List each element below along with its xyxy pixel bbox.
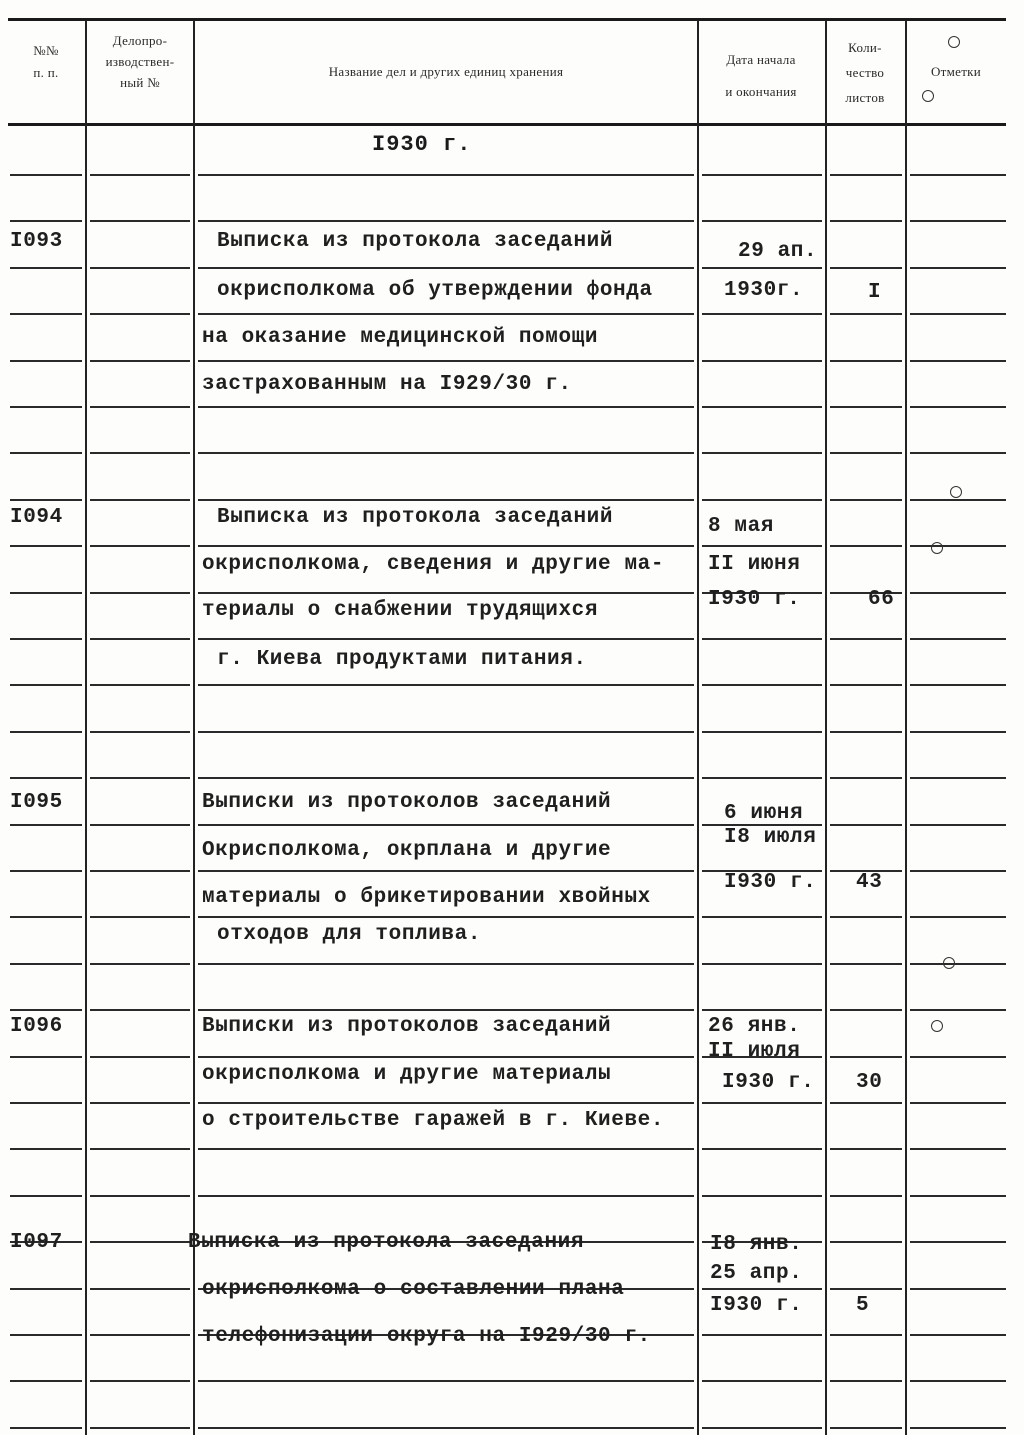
row-rule <box>830 824 902 826</box>
row-rule <box>702 360 822 362</box>
row-rule <box>90 499 190 501</box>
row-rule <box>10 777 82 779</box>
row-rule <box>198 174 694 176</box>
row-rule <box>702 1195 822 1197</box>
header-office-line: ный № <box>120 75 160 90</box>
entry-date-line: 26 янв. <box>708 1015 801 1038</box>
row-rule <box>830 174 902 176</box>
row-rule <box>910 1102 1006 1104</box>
header-number <box>10 40 82 84</box>
row-rule <box>198 1102 694 1104</box>
row-rule <box>198 1056 694 1058</box>
row-rule <box>10 592 82 594</box>
punch-hole-mark-icon <box>931 542 943 554</box>
entry-title-line: на оказание медицинской помощи <box>202 326 599 349</box>
entry-title-line: Выписка из протокола заседаний <box>217 230 614 253</box>
column-divider <box>85 20 87 1435</box>
row-rule <box>90 870 190 872</box>
row-rule <box>10 220 82 222</box>
entry-date-line: 25 апр. <box>710 1262 803 1285</box>
row-rule <box>90 1056 190 1058</box>
header-notes: Отметки <box>930 64 982 79</box>
row-rule <box>10 963 82 965</box>
entry-number: I095 <box>10 791 63 814</box>
entry-date-line: I930 г. <box>708 588 801 611</box>
row-rule <box>830 220 902 222</box>
row-rule <box>90 731 190 733</box>
row-rule <box>910 731 1006 733</box>
row-rule <box>10 1288 82 1290</box>
row-rule <box>702 731 822 733</box>
row-rule <box>702 1102 822 1104</box>
row-rule <box>910 1380 1006 1382</box>
row-rule <box>10 916 82 918</box>
row-rule <box>10 1195 82 1197</box>
row-rule <box>830 1380 902 1382</box>
entry-title-line: Выписки из протоколов заседаний <box>202 1015 612 1038</box>
header-sheets-line: Коли- <box>848 40 882 55</box>
row-rule <box>910 545 1006 547</box>
row-rule <box>10 824 82 826</box>
entry-title-line: окрисполкома, сведения и другие ма- <box>202 553 665 576</box>
entry-date-line: II июня <box>708 553 801 576</box>
row-rule <box>702 1334 822 1336</box>
entry-date-line: 6 июня <box>724 802 804 825</box>
row-rule <box>910 1148 1006 1150</box>
row-rule <box>198 267 694 269</box>
row-rule <box>10 174 82 176</box>
row-rule <box>198 1148 694 1150</box>
row-rule <box>90 963 190 965</box>
row-rule <box>910 777 1006 779</box>
row-rule <box>90 1009 190 1011</box>
row-rule <box>702 1427 822 1429</box>
row-rule <box>830 313 902 315</box>
row-rule <box>198 1195 694 1197</box>
row-rule <box>198 916 694 918</box>
row-rule <box>198 824 694 826</box>
entry-number: I096 <box>10 1015 63 1038</box>
row-rule <box>830 452 902 454</box>
row-rule <box>830 1334 902 1336</box>
row-rule <box>90 545 190 547</box>
entry-sheets: 43 <box>856 871 883 894</box>
row-rule <box>910 174 1006 176</box>
row-rule <box>90 684 190 686</box>
header-number-line: №№ <box>33 43 59 58</box>
row-rule <box>910 313 1006 315</box>
entry-sheets: I <box>868 281 882 304</box>
row-rule <box>702 963 822 965</box>
row-rule <box>90 313 190 315</box>
entry-title-line: окрисполкома и другие материалы <box>202 1063 612 1086</box>
entry-date-line: 29 ап. <box>738 240 818 263</box>
entry-date-line: I930 г. <box>722 1071 815 1094</box>
row-rule <box>90 592 190 594</box>
entry-title-line: телефонизации округа на I929/30 г. <box>202 1325 651 1348</box>
punch-hole-mark-icon <box>948 36 960 48</box>
row-rule <box>830 777 902 779</box>
row-rule <box>702 267 822 269</box>
year-heading: I930 г. <box>372 132 472 157</box>
header-bottom-rule <box>8 123 1006 126</box>
entry-sheets: 66 <box>868 588 895 611</box>
row-rule <box>90 406 190 408</box>
row-rule <box>910 452 1006 454</box>
row-rule <box>198 870 694 872</box>
row-rule <box>910 220 1006 222</box>
row-rule <box>830 1102 902 1104</box>
entry-title-line: Окрисполкома, окрплана и другие <box>202 839 612 862</box>
row-rule <box>90 220 190 222</box>
row-rule <box>10 684 82 686</box>
row-rule <box>830 1148 902 1150</box>
row-rule <box>830 1056 902 1058</box>
row-rule <box>90 777 190 779</box>
row-rule <box>90 174 190 176</box>
row-rule <box>702 1009 822 1011</box>
entry-title-line: Выписки из протоколов заседаний <box>202 791 612 814</box>
row-rule <box>10 1334 82 1336</box>
row-rule <box>90 360 190 362</box>
row-rule <box>90 267 190 269</box>
header-office-number <box>88 30 192 93</box>
entry-sheets: 30 <box>856 1071 883 1094</box>
entry-date-line: 1930г. <box>724 279 804 302</box>
row-rule <box>10 638 82 640</box>
row-rule <box>702 1288 822 1290</box>
row-rule <box>198 592 694 594</box>
row-rule <box>198 499 694 501</box>
header-office-line: изводствен- <box>105 54 175 69</box>
row-rule <box>910 870 1006 872</box>
row-rule <box>702 1148 822 1150</box>
row-rule <box>90 638 190 640</box>
punch-hole-mark-icon <box>922 90 934 102</box>
row-rule <box>910 406 1006 408</box>
entry-title-line: окрисполкома о составлении плана <box>202 1278 625 1301</box>
row-rule <box>830 1288 902 1290</box>
header-dates <box>699 44 823 108</box>
row-rule <box>10 313 82 315</box>
row-rule <box>830 963 902 965</box>
row-rule <box>702 916 822 918</box>
row-rule <box>90 916 190 918</box>
entry-title-line: г. Киева продуктами питания. <box>217 648 587 671</box>
row-rule <box>10 1380 82 1382</box>
row-rule <box>830 731 902 733</box>
header-title: Название дел и других единиц хранения <box>328 64 564 79</box>
row-rule <box>198 638 694 640</box>
row-rule <box>10 360 82 362</box>
entry-date-line: 8 мая <box>708 515 775 538</box>
entry-title-line: териалы о снабжении трудящихся <box>202 599 599 622</box>
row-rule <box>198 777 694 779</box>
row-rule <box>10 452 82 454</box>
row-rule <box>702 545 822 547</box>
row-rule <box>198 452 694 454</box>
row-rule <box>90 824 190 826</box>
entry-title-line: Выписка из протокола заседания <box>188 1231 585 1254</box>
row-rule <box>830 499 902 501</box>
row-rule <box>830 684 902 686</box>
row-rule <box>702 174 822 176</box>
row-rule <box>90 1427 190 1429</box>
row-rule <box>910 1241 1006 1243</box>
row-rule <box>10 1102 82 1104</box>
row-rule <box>198 1427 694 1429</box>
column-divider <box>825 20 827 1435</box>
row-rule <box>90 1380 190 1382</box>
header-dates-line: и окончания <box>725 84 797 99</box>
row-rule <box>198 313 694 315</box>
row-rule <box>830 638 902 640</box>
row-rule <box>10 1148 82 1150</box>
row-rule <box>90 1195 190 1197</box>
entry-date-line: II июля <box>708 1040 801 1063</box>
row-rule <box>830 1427 902 1429</box>
row-rule <box>10 1056 82 1058</box>
row-rule <box>10 406 82 408</box>
entry-title-line: окрисполкома об утверждении фонда <box>217 279 653 302</box>
row-rule <box>702 684 822 686</box>
row-rule <box>90 452 190 454</box>
header-sheets-line: листов <box>845 90 885 105</box>
entry-date-line: I8 янв. <box>710 1233 803 1256</box>
entry-date-line: I930 г. <box>724 871 817 894</box>
row-rule <box>198 684 694 686</box>
row-rule <box>910 1056 1006 1058</box>
row-rule <box>10 1009 82 1011</box>
punch-hole-mark-icon <box>950 486 962 498</box>
row-rule <box>198 220 694 222</box>
row-rule <box>910 1427 1006 1429</box>
entry-title-line: отходов для топлива. <box>217 923 482 946</box>
header-sheets-line: чество <box>845 65 885 80</box>
entry-title-line: Выписка из протокола заседаний <box>217 506 614 529</box>
row-rule <box>10 545 82 547</box>
entry-date-line: I8 июля <box>724 826 817 849</box>
punch-hole-mark-icon <box>943 957 955 969</box>
row-rule <box>702 1380 822 1382</box>
row-rule <box>702 313 822 315</box>
row-rule <box>830 545 902 547</box>
row-rule <box>702 220 822 222</box>
entry-number: I097 <box>10 1231 63 1254</box>
header-office-line: Делопро- <box>112 33 168 48</box>
row-rule <box>10 267 82 269</box>
row-rule <box>830 1241 902 1243</box>
row-rule <box>198 963 694 965</box>
column-divider <box>697 20 699 1435</box>
row-rule <box>910 963 1006 965</box>
row-rule <box>910 684 1006 686</box>
row-rule <box>910 916 1006 918</box>
row-rule <box>702 452 822 454</box>
row-rule <box>702 499 822 501</box>
row-rule <box>702 638 822 640</box>
row-rule <box>10 1427 82 1429</box>
row-rule <box>910 1195 1006 1197</box>
row-rule <box>910 1334 1006 1336</box>
row-rule <box>830 406 902 408</box>
row-rule <box>198 731 694 733</box>
row-rule <box>198 545 694 547</box>
row-rule <box>10 731 82 733</box>
row-rule <box>198 406 694 408</box>
row-rule <box>830 916 902 918</box>
row-rule <box>910 638 1006 640</box>
row-rule <box>910 1009 1006 1011</box>
row-rule <box>198 1009 694 1011</box>
entry-title-line: о строительстве гаражей в г. Киеве. <box>202 1109 665 1132</box>
row-rule <box>830 360 902 362</box>
column-divider <box>905 20 907 1435</box>
row-rule <box>910 267 1006 269</box>
row-rule <box>830 1195 902 1197</box>
row-rule <box>90 1288 190 1290</box>
row-rule <box>702 406 822 408</box>
row-rule <box>10 870 82 872</box>
row-rule <box>910 1288 1006 1290</box>
punch-hole-mark-icon <box>931 1020 943 1032</box>
row-rule <box>830 267 902 269</box>
row-rule <box>198 360 694 362</box>
entry-title-line: застрахованным на I929/30 г. <box>202 373 572 396</box>
row-rule <box>90 1334 190 1336</box>
row-rule <box>910 592 1006 594</box>
entry-number: I093 <box>10 230 63 253</box>
row-rule <box>910 824 1006 826</box>
row-rule <box>90 1102 190 1104</box>
entry-number: I094 <box>10 506 63 529</box>
header-sheets <box>827 35 903 110</box>
entry-date-line: I930 г. <box>710 1294 803 1317</box>
row-rule <box>830 1009 902 1011</box>
row-rule <box>198 1380 694 1382</box>
entry-sheets: 5 <box>856 1294 870 1317</box>
row-rule <box>90 1241 190 1243</box>
header-number-line: п. п. <box>33 65 59 80</box>
entry-title-line: материалы о брикетировании хвойных <box>202 886 651 909</box>
row-rule <box>910 360 1006 362</box>
row-rule <box>90 1148 190 1150</box>
row-rule <box>702 777 822 779</box>
header-dates-line: Дата начала <box>726 52 796 67</box>
column-divider <box>193 20 195 1435</box>
row-rule <box>910 499 1006 501</box>
header-top-rule <box>8 18 1006 21</box>
row-rule <box>10 499 82 501</box>
